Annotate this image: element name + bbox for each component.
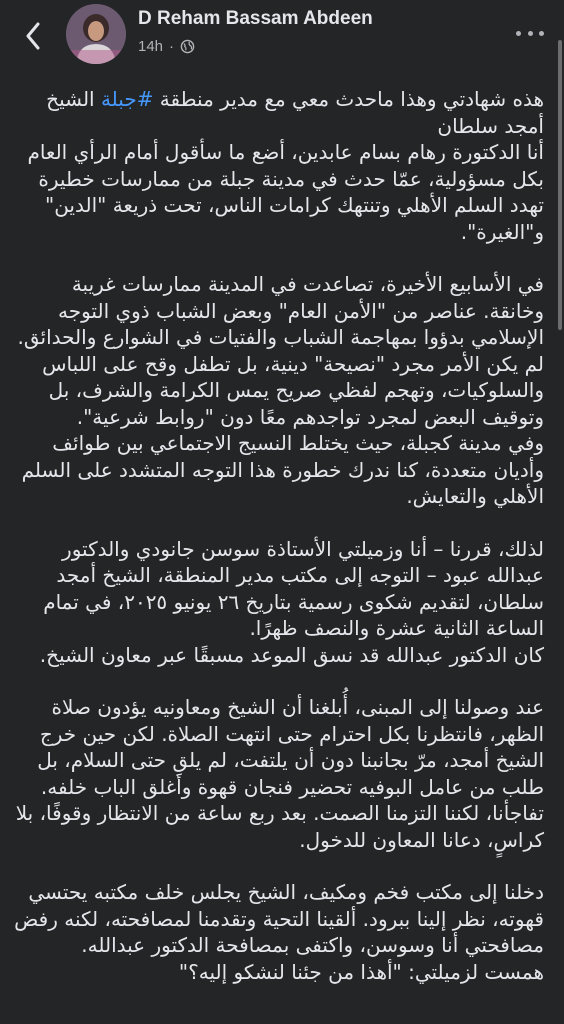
more-options-button[interactable] [516, 26, 544, 40]
paragraph-text: هذه شهادتي وهذا ماحدث معي مع مدير منطقة [153, 87, 544, 111]
globe-icon [180, 39, 195, 54]
author-name[interactable]: D Reham Bassam Abdeen [138, 8, 373, 29]
post-body [14, 86, 544, 985]
paragraph-text: الشيخ أمجد سلطان [46, 87, 544, 138]
hashtag-link[interactable]: #جبلة [100, 87, 154, 111]
meta-separator: · [169, 38, 175, 55]
chevron-left-icon [25, 22, 41, 50]
post-paragraph: أنا الدكتورة رهام بسام عابدين، أضع ما سأقول أمام الرأي العام بكل مسؤولية، عمّا حدث في مدينة جبلة من ممارسات خطيرة تهدد السلم الأهلي وتنتهك كرامات الناس، تحت ذريعة "الدين" و"الغيرة". [27, 140, 544, 244]
post-paragraph: لذلك، قررنا – أنا وزميلتي الأستاذة سوسن جانودي والدكتور عبدالله عبود – التوجه إلى مكتب مدير المنطقة، الشيخ أمجد سلطان، لتقديم شكوى رسمية بتاريخ ٢٦ يونيو ٢٠٢٥، في تمام الساعة الثانية عشرة والنصف ظهرًا. [43, 536, 544, 640]
more-dots-icon [516, 31, 521, 36]
avatar[interactable] [66, 4, 126, 64]
post-paragraph: في الأسابيع الأخيرة، تصاعدت في المدينة ممارسات غريبة وخانقة. عناصر من "الأمن العام" وبعض الشباب ذوي التوجه الإسلامي بدؤوا بمهاجمة الشباب والفتيات في الشوارع والحدائق. [17, 272, 544, 349]
post-paragraph: كان الدكتور عبدالله قد نسق الموعد مسبقًا عبر معاون الشيخ. [39, 642, 544, 667]
post-paragraph: دخلنا إلى مكتب فخم ومكيف، الشيخ يجلس خلف مكتبه يحتسي قهوته، نظر إلينا ببرود. ألقينا التحية وتقدمنا لمصافحته، لكنه رفض مصافحتي أنا وسوسن، واكتفى بمصافحة الدكتور عبدالله. [14, 880, 544, 957]
post-header [0, 0, 564, 70]
post-paragraph: همست لزميلتي: "أهذا من جئنا لنشكو إليه؟" [178, 959, 544, 984]
scrollbar[interactable] [558, 40, 562, 330]
post-paragraph: عند وصولنا إلى المبنى، أُبلغنا أن الشيخ ومعاونيه يؤدون صلاة الظهر، فانتظرنا بكل احترام حتى انتهت الصلاة. لكن حين خرج الشيخ أمجد، مرّ بجانبنا دون أن يلتفت، لم يلقِ حتى السلام، بل طلب من عامل البوفيه تحضير فنجان قهوة وأغلق الباب خلفه. [37, 695, 544, 799]
post-paragraph: لم يكن الأمر مجرد "نصيحة" دينية، بل تطفل وقح على اللباس والسلوكيات، وتهجم لفظي صريح يمس الكرامة والشرف، بل وتوقيف البعض لمجرد تواجدهم معًا دون "روابط شرعية". [42, 351, 544, 429]
post-paragraph: وفي مدينة كجبلة، حيث يختلط النسيج الاجتماعي بين طوائف وأديان متعددة، كنا ندرك خطورة هذا التوجه المتشدد على السلم الأهلي والتعايش. [21, 431, 544, 508]
post-paragraph [14, 86, 544, 139]
post-meta [138, 38, 195, 55]
post-paragraph: تفاجأنا، لكننا التزمنا الصمت. بعد ربع ساعة من الانتظار وقوفًا، بلا كراسٍ، دعانا المعاون للدخول. [15, 801, 544, 852]
post-time[interactable]: 14h [138, 38, 164, 55]
back-button[interactable] [18, 18, 48, 54]
